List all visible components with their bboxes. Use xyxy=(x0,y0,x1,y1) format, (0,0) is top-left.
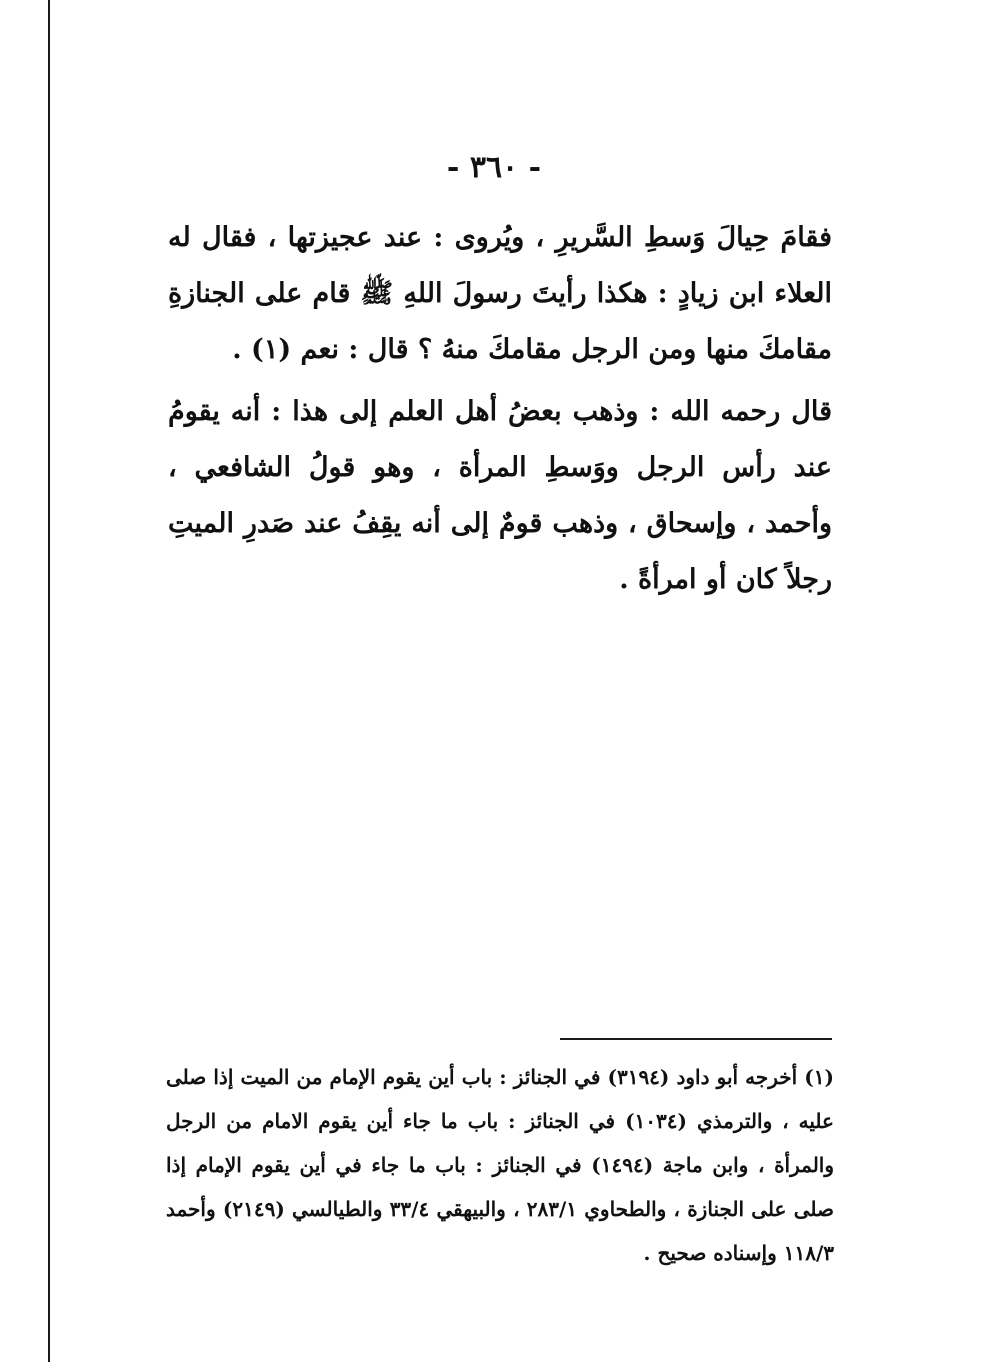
footnote-separator xyxy=(560,1038,832,1040)
main-paragraph-1 xyxy=(168,210,832,378)
paragraph-text: فقامَ حِيالَ وَسطِ السَّريرِ ، ويُروى : عند عجيزتها ، فقال له العلاء ابن زيادٍ : هكذا رأيتَ رسولَ اللهِ ﷺ قام على الجنازةِ مقامكَ منها ومن الرجل مقامكَ منهُ ؟ قال : نعم (١) . xyxy=(168,222,832,365)
footnote-text: (١) أخرجه أبو داود (٣١٩٤) في الجنائز : باب أين يقوم الإمام من الميت إذا صلى عليه ، والترمذي (١٠٣٤) في الجنائز : باب ما جاء أين يقوم الامام من الرجل والمرأة ، وابن ماجة (١٤٩٤) في الجنائز : باب ما جاء في أين يقوم الإمام إذا صلى على الجنازة ، والطحاوي ٢٨٣/١ ، والبيهقي ٣٣/٤ والطيالسي (٢١٤٩) وأحمد ١١٨/٣ وإسناده صحيح . xyxy=(166,1065,835,1265)
page-number: - ٣٦٠ - xyxy=(446,150,542,185)
page-left-edge-rule xyxy=(48,0,50,1362)
paragraph-text: قال رحمه الله : وذهب بعضُ أهل العلم إلى هذا : أنه يقومُ عند رأس الرجل ووَسطِ المرأة ، وهو قولُ الشافعي ، وأحمد ، وإسحاق ، وذهب قومٌ إلى أنه يقِفُ عند صَدرِ الميتِ رجلاً كان أو امرأةً . xyxy=(168,396,832,595)
main-paragraph-2 xyxy=(168,384,832,608)
footnote-block xyxy=(166,1055,834,1275)
